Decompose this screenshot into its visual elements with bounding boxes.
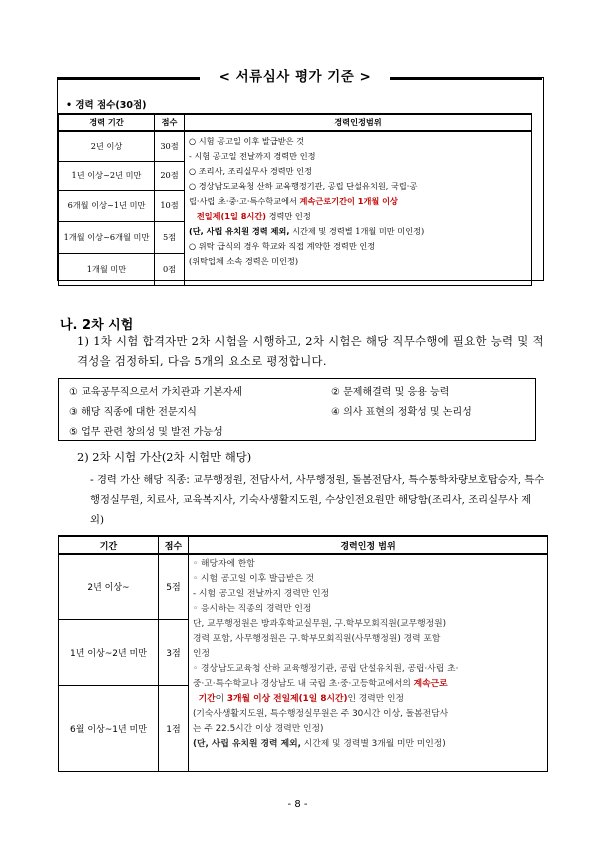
second-exam-description: 1) 1차 시험 합격자만 2차 시험을 시행하고, 2차 시험은 해당 직무수행에 필요한 능력 및 적격성을 검정하되, 다음 5개의 요소로 평정합니다. <box>77 334 544 368</box>
score-cell: 20점 <box>155 161 185 190</box>
section-title: < 서류심사 평가 기준 > <box>218 69 372 85</box>
bonus-heading: 2) 2차 시험 가산(2차 시험만 해당) <box>77 450 252 464</box>
col-header-range: 경력인정범위 <box>185 114 532 131</box>
score-cell: 30점 <box>155 131 185 161</box>
element-item: ④ 의사 표현의 정확성 및 논리성 <box>331 407 472 418</box>
highlight-text: 계속근로기간이 1개월 이상 <box>299 196 398 206</box>
col-header-score: 점수 <box>159 536 189 554</box>
score-cell: 0점 <box>155 253 185 285</box>
score-cell: 5점 <box>159 554 189 619</box>
career-score-table <box>58 113 532 286</box>
score-cell: 3점 <box>159 619 189 685</box>
period-cell: 6월 이상~1년 미만 <box>59 685 159 771</box>
element-item: ③ 해당 직종에 대한 전문지식 <box>69 407 197 418</box>
period-cell: 2년 이상 <box>59 131 155 161</box>
score-cell: 1점 <box>159 685 189 771</box>
bonus-range-cell: ◦ 해당자에 한함 ◦ 시험 공고일 이후 발급받은 것 - 시험 공고일 전날까지 경력만 인정 ◦ 응시하는 직종의 경력만 인정 단, 교무행정원은 방과후학교실무원, 구.학부모회직원(교무행정원) 경력 포함, 사무행정원은 구.학부모회직원(사무행정원) 경력 포함 인정 ◦ 경상남도교육청 산하 교육행정기관, 공립 단설유치원, 공립·사립 초· 중·고·특수학교나 경상남도 내 국립 초·중·고등학교에서의 계속근로 기간이 3개월 이상 전일제(1일 8시간)인 경력만 인정 (기숙사생활지도원, 특수행정실무원은 주 30시간 이상, 돌봄전담사 는 주 22.5시간 이상 경력만 인정) (단, 사립 유치원 경력 제외, 시간제 및 경력별 3개월 미만 미인정) <box>189 554 548 771</box>
period-cell: 1년 이상~2년 미만 <box>59 619 159 685</box>
period-cell: 1개월 미만 <box>59 253 155 285</box>
period-cell: 6개월 이상~1년 미만 <box>59 190 155 221</box>
career-score-caption: • 경력 점수(30점) <box>66 100 147 111</box>
page-number: - 8 - <box>287 799 308 810</box>
element-item: ① 교육공무직으로서 가치관과 기본자세 <box>69 387 243 398</box>
highlight-text: 기간 <box>198 694 216 704</box>
element-item: ② 문제해결력 및 응용 능력 <box>331 387 450 398</box>
period-cell: 2년 이상~ <box>59 554 159 619</box>
highlight-text: 전일제(1일 8시간) <box>196 211 266 221</box>
col-header-score: 점수 <box>155 114 185 131</box>
second-exam-heading: 나. 2차 시험 <box>60 318 134 333</box>
col-header-period: 기간 <box>59 536 159 554</box>
score-cell: 10점 <box>155 190 185 221</box>
highlight-text: 3개월 이상 전일제(1일 8시간) <box>226 694 348 704</box>
period-cell: 1개월 이상~6개월 미만 <box>59 221 155 253</box>
bonus-eligible-jobs: - 경력 가산 해당 직종: 교무행정원, 전담사서, 사무행정원, 돌봄전담사, 특수통학차량보호탑승자, 특수행정실무원, 치료사, 교육복지사, 기숙사생활지도원, 수상인전요원만 해당함(조리사, 조리실무사 제외) <box>90 474 545 526</box>
career-range-cell: ○ 시험 공고일 이후 발급받은 것 - 시험 공고일 전날까지 경력만 인정 ○ 조리사, 조리실무사 경력만 인정 ○ 경상남도교육청 산하 교육행정기관, 공립 단설유치원, 국립·공 립·사립 초·중·고·특수학교에서 계속근로기간이 1개월 이상 전일제(1일 8시간) 경력만 인정 (단, 사립 유치원 경력 제외, 시간제 및 경력별 1개월 미만 미인정) ○ 위탁 급식의 경우 학교와 직접 계약한 경력만 인정 (위탁업체 소속 경력은 미인정) <box>185 131 532 285</box>
bonus-score-table <box>58 535 548 772</box>
highlight-text: 계속근로 <box>413 679 448 689</box>
evaluation-elements-box <box>58 378 536 441</box>
col-header-range: 경력인정 범위 <box>189 536 548 554</box>
element-item: ⑤ 업무 관련 창의성 및 발전 가능성 <box>69 427 223 438</box>
col-header-period: 경력 기간 <box>59 114 155 131</box>
period-cell: 1년 이상~2년 미만 <box>59 161 155 190</box>
score-cell: 5점 <box>155 221 185 253</box>
